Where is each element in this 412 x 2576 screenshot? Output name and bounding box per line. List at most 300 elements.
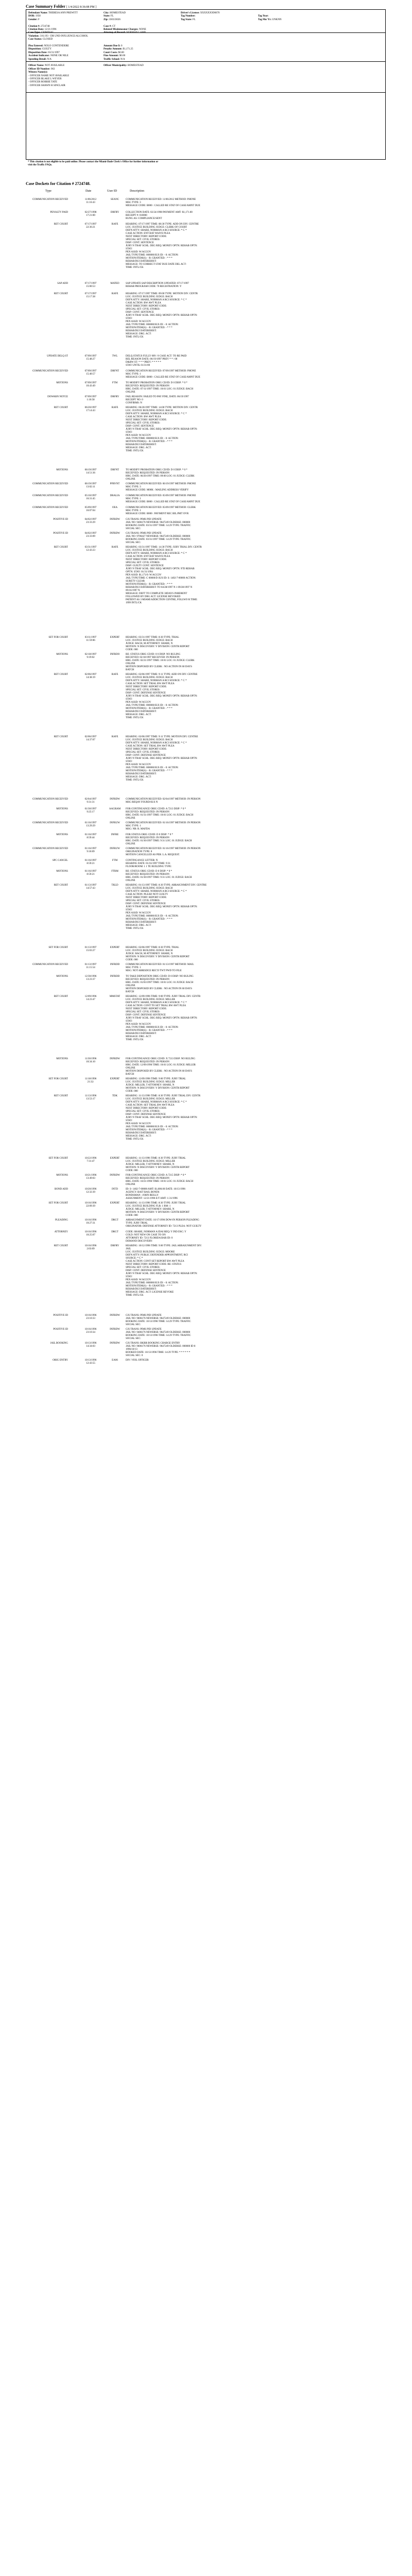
docket-user-id: EXPERT (110, 1202, 120, 1205)
summary-field-value: NONE (138, 28, 146, 31)
docket-user-id: RAFE (111, 546, 118, 549)
docket-user-id: INFRDD (110, 975, 120, 978)
summary-field (28, 84, 65, 88)
summary-field (28, 28, 56, 31)
summary-field (28, 15, 41, 18)
docket-type: COMMUNICATION RECEIVED (32, 963, 68, 966)
summary-field-label: Case #: (104, 25, 112, 28)
docket-user-id: DRALIA (110, 495, 120, 497)
docket-description: RE: STATUS ORIG CD/ID: 0 0 DISP: NO RULING RECEIVED: 02/18/1997 RECEIVED: IN PERSON HRG. DATE: 02/21/1997 TIME: 10:01 LOC: 01 JUDGE: CLERK ONLINE MOTION DISPOSED BY CLERK : NO ACTION IN 60 DAYS BATCH (126, 653, 195, 671)
docket-date: 05/10/1997 16:31:45 (84, 495, 97, 500)
summary-field-value: NONE OR NILE (49, 55, 68, 58)
summary-field (28, 68, 55, 71)
docket-user-id: RAFE (111, 293, 118, 295)
docket-type: SAP ADD (57, 282, 68, 285)
summary-field-value: CT (111, 25, 116, 28)
docket-description: HEARING: 11/13/1996 TIME: 8:30 TYPE: JURY TRIAL LOC: JUSTICE BUILDING FLR: 1 RM: 1 JUDGE: MILLER, T ATTORNEY: SHARE, N MOTION: N DISCOVERY: Y DIVISION: CENTR REPORT CODE: 000 (126, 1202, 190, 1217)
summary-field-label: City: (104, 12, 109, 14)
docket-description: SAP UPDATE SAP DESCRIPTION UPDATED: 07/17/1997 REHAB PROGRAM CODE: 70 REGISTRATION: Y (126, 282, 189, 288)
docket-user-id: INFRUW (110, 848, 120, 850)
docket-date: 07/09/1997 15:40:57 (84, 370, 97, 376)
docket-type: COMMUNICATION RECEIVED (32, 848, 68, 850)
docket-user-id: MMSTAT (109, 995, 121, 998)
summary-field-label: Tag Number: (181, 15, 196, 18)
docket-description: HEARING: 07/17/1997 TIME: 09:00 TYPE: MOTION DIV. CENTR LOC: JUSTICE BUILDING JUDGE: BACH DEFN ATTY: SHARE, NORMAN A RCI SOURCE: * C * CASE ACTION: BW AWT PLEA NEXT DIRECTORY: REPORT CODE: SPECIAL SET: CIVIL STORES: DISP: CONT. SENTENCE JURY N TRAF SCHL: DEG REQ: MONEY OPTN: REHAB OPTN: STAY: PEN ASSD: W/ACCOV JAIL TYPE/TIME: 000000/SUS ID: - 0: ACTION: MOTION/ITEM(S): - R: GRANTED: - * * * REHAB/DUI DATEREHIST: MESSAGE: DRG. ACT: TIME: INTL/CK (126, 293, 198, 338)
summary-field-value: THERESA ANN PREWITT (47, 12, 78, 14)
summary-timestamp: [ 1/4/2022 8:36:08 PM ] (66, 6, 97, 9)
summary-field-value: 0 (120, 45, 123, 47)
summary-field-label: Gender: (28, 18, 38, 21)
docket-description: CJS TRANS: PIMS PID UPDATE JAIL NO: 9606176 NEWERSE: 9647249 OLDERSE: 000000 BOOKING DATE: 10/13/1996 TIME: 14:29 TYPE: TRAFFIC SOCIAL SEC: (126, 1314, 191, 1326)
docket-type: PENALTY PAID (50, 211, 68, 214)
summary-field (258, 19, 282, 22)
summary-field (181, 15, 196, 18)
summary-field-value: 1958 (35, 15, 41, 18)
docket-date: 06/20/1997 17:14:43 (84, 406, 97, 412)
summary-field-value: HOMESTEAD (127, 64, 144, 67)
summary-field-label: Disposition: (28, 48, 42, 51)
docket-type: SET FOR COURT (48, 636, 68, 639)
docket-user-id: INFRDW (110, 1342, 120, 1345)
docket-user-id: INTD (112, 1188, 118, 1191)
docket-date: 01/16/1997 8:59:21 (84, 870, 97, 876)
docket-type: RET COURT (54, 1245, 68, 1247)
docket-date: 10/20/1996 12:32:39 (84, 1188, 97, 1194)
docket-description: CONTINGANCE LETTER: N HEARING DATE: 01/16/1997 TIME: 9:31 FLOOR/ROOM: 1 1 TE BUILDING TYPE: (126, 859, 172, 868)
summary-field (28, 64, 64, 67)
docket-user-id: INFRE (111, 834, 119, 836)
summary-field-value: CRIMINAL (40, 31, 54, 35)
docket-type: SET FOR COURT (48, 946, 68, 949)
docket-type: MOTIONS (56, 870, 68, 873)
docket-date: 02/06/1997 14:38:19 (84, 673, 97, 679)
docket-type: SET FOR COURT (48, 1202, 68, 1205)
docket-user-id: INFRDW (110, 1174, 120, 1177)
docket-description: FAIL REASON: FAILED TO PAY FINE, DATE: 06/19/1997 RECEIPT NO: 0 CONFIRMS: N (126, 396, 189, 404)
summary-field-value: XXXXXXX90670 (199, 12, 220, 14)
docket-type: COMMUNICATION RECEIVED (32, 198, 68, 201)
summary-field-label: Driver's License: (181, 12, 200, 14)
docket-type: MOTIONS (56, 469, 68, 471)
docket-description: HEARING: 10/12/1996 TIME: 9:00 TYPE: JAIL ARRAIGNMENT DIV. JAIL LOC: JUSTICE BUILDING JUDGE: MOORE DEFN ATTY: PUBLIC DEFENDER APPOINTMENT, RCI SOURCE: * C * CASE ACTION: CONT SET REPORT BW AWT PLEA NEXT DIRECTORY: REPORT CODE: RE: STATUS SPECIAL SET: CIVIL STORES: DISP: CONT. DEFENSE SENTENCE JURY N TRAF SCHL: DEG REQ: MONEY OPTN: REHAB OPTN: STAY: PEN ASSD: W/ACCOV JAIL TYPE/TIME: 000000/SUS ID: - 0: ACTION: MOTION/ITEM(S): - R: GRANTED: - * * * REHAB/DUI DATEREHIST: MESSAGE: DRG. ACT: LICENSE REVOKE TIME: INTL/CK (126, 1245, 202, 1297)
docket-type: MOTIONS (56, 975, 68, 978)
summary-field-label: Traffic School: (104, 58, 120, 61)
docket-date: 10/22/1996 7:31:47 (84, 1157, 97, 1163)
summary-field-value: - OFFICER NAME NOT AVAILABLE (28, 74, 70, 77)
docket-date: 05/09/1997 16:07:04 (84, 506, 97, 512)
summary-field-value: $0.00 (117, 51, 124, 54)
docket-type: MOTIONS (56, 653, 68, 656)
docket-description: COLLECTION DATE: 02/24/1998 PAYMENT AMT: $1,171.00 RECEIPT #: 010000 RUNG AS: COMPLIANCE/SENT (126, 211, 193, 220)
summary-field-label: Citation #: (28, 25, 40, 28)
docket-description: DIV: VIOL OFFICER (126, 1359, 149, 1362)
docket-type: UPDATE DELQ ST (47, 355, 68, 358)
summary-field (181, 12, 220, 15)
docket-type: COMMUNICATION RECEIVED (32, 483, 68, 485)
docket-date: 10/13/1996 14:34:03 (84, 1342, 97, 1348)
docket-description: HEARING: 03/31/1997 TIME: 8:30 TYPE: TRIAL LOC: JUSTICE BUILDING JUDGE: BACH JUDGE: BACH, M ATTORNEY: SHARE, N MOTION: N DISCOVERY: Y DIVISION: CENTR REPORT CODE: 000 (126, 636, 190, 651)
docket-date: 07/17/1997 15:17:38 (84, 293, 97, 298)
docket-description: TO MODIFY PROBATION ORIG CD/ID: D 0 DISP: * 0 * RECEIVED: REQUESTED: IN PERSON HRG. DATE: 07/11/1997 TIME: 10:01 LOC: 01 JUDGE: BACH ONLINE (126, 382, 193, 394)
docket-date: 11/18/1996 21:32: (84, 1078, 97, 1083)
summary-box (26, 9, 386, 160)
docket-user-id: RAFE (111, 673, 118, 676)
docket-date: 07/17/1997 22:36:21 (84, 223, 97, 229)
docket-description: HEARING: 01/13/1997 TIME: 8:30 TYPE: ARRAIGNMENT DIV. CENTRE LOC: JUSTICE BUILDING JUDGE: BACH DEFN ATTY: SHARE, NORMAN A RCI SOURCE: * C * CASE ACTION: PLEAD NOT GUILTY NEXT DIRECTORY: REPORT CODE: SPECIAL SET: CIVIL STORES: DISP: CONT. DEFENSE SENTENCE JURY N TRAF SCHL: DEG REQ: MONEY OPTN: REHAB OPTN: STAY: PEN ASSD: W/ACCOV JAIL TYPE/TIME: 000000/SUS ID: - 0: ACTION: MOTION/ITEM(S): - R: GRANTED: - * * * REHAB/DUI DATEREHIST: MESSAGE: DRG. ACT: TIME: INTL/CK (126, 884, 207, 930)
docket-description: HEARING: 02/06/1997 TIME: 9:11 TYPE: MOTION DIV. CENTRE LOC: JUSTICE BUILDING JUDGE: BACH DEFN ATTY: SHARE, NORMAN A RCI SOURCE: * C * CASE ACTION: SET TRIAL BW AWT PLEA NEXT DIRECTORY: REPORT CODE: SPECIAL SET: CIVIL STORES: DISP: CONT. DEFENSE SENTENCE JURY N TRAF SCHL: DEG REQ: MONEY OPTN: REHAB OPTN: STAY: PEN ASSD: W/ACCOV JAIL TYPE/TIME: 000000/SUS ID: - 0: ACTION: MOTION/ITEM(S): - R: GRANTED: - * * * REHAB/DUI DATEREHIST: MESSAGE: DRG. ACT: TIME: INTL/CK (126, 736, 198, 782)
summary-field (104, 19, 121, 22)
docket-type: POSITIVE ID (53, 1314, 68, 1317)
summary-field-value: NOLO CONTENDERE (43, 45, 69, 47)
summary-field-label: Amount Due $: (104, 45, 121, 47)
summary-field-value: 03/31/1997 (47, 51, 60, 54)
docket-user-id: DRFNT (110, 370, 119, 372)
summary-field-label: Witness Name(s): (28, 71, 48, 74)
docket-date: 11/06/2012 11:16:43 (84, 198, 97, 204)
summary-field-value: 330333026 (108, 18, 121, 21)
docket-date: 07/17/1997 15:00:53 (84, 282, 97, 288)
docket-description: FOR CONTINUANCE ORIG CD/ID: A 7213 DISP: * 0 * RECEIVED: REQUESTED: IN PERSON HRG. DATE: 01/31/1997 TIME: 10:01 LOC: 01 JUDGE: BACH ONLINE (126, 808, 194, 820)
summary-field (28, 38, 53, 41)
summary-field (28, 71, 48, 74)
docket-date: 06/19/1997 13:02:11 (84, 483, 97, 488)
disposition-section (26, 61, 385, 93)
summary-field-value: - OFFICER SHAWN H SINCLAIR (28, 84, 65, 87)
docket-user-id: DRFNT (110, 469, 119, 471)
docket-user-id: TKLD (111, 884, 118, 887)
docket-user-id: DRGT (111, 1219, 118, 1222)
docket-type: SPC CANCEL (52, 859, 68, 862)
summary-field-label: Zip: (104, 18, 109, 21)
docket-user-id: FTM (112, 859, 118, 862)
docket-date: 02/18/1997 9:19:02 (84, 653, 97, 659)
docket-description: COMMUNICATION RECEIVED: 07/09/1997 METHOD: PHONE MSG TYPE: 1 MESSAGE CODE: B000 : CALLED RE STAT OF CASE/AMNT DUE (126, 370, 200, 379)
docket-type: ORIG ENTRY (53, 1359, 68, 1362)
docket-user-id: EA06 (112, 1359, 118, 1362)
docket-user-id: RAFE (111, 406, 118, 409)
summary-field (28, 19, 40, 22)
summary-field (28, 12, 78, 15)
docket-description: TO TAKE DEPOSITION ORIG CD/ID: D 0 DISP: NO RULING RECEIVED: REQUESTED: IN PERSON HRG. DATE: 01/03/1997 TIME: 10:01 LOC: 01 JUDGE: BACH ONLINE MOTION DISPOSED BY CLERK : NO ACTION IN 60 DAYS BATCH (126, 975, 194, 993)
docket-type: POSITIVE ID (53, 1328, 68, 1331)
docket-date: 10/13/1996 12:43:55 (84, 1359, 97, 1365)
docket-type: POSITIVE ID (53, 532, 68, 535)
docket-date: 01/16/1997 9:10:09 (84, 848, 97, 853)
summary-field-value: $1,171.25 (122, 48, 133, 51)
summary-field-value: 12/21/1996 (44, 28, 57, 31)
docket-user-id: INFRUW (110, 822, 120, 824)
dockets-title-suffix: . (89, 181, 91, 186)
docket-user-id: DRFRY (110, 211, 119, 214)
summary-field-value: FL (110, 15, 114, 18)
docket-type: RET COURT (54, 293, 68, 295)
summary-field-label: Tag Mo/ Yr: (258, 18, 272, 21)
docket-user-id: EXPERT (110, 1078, 120, 1080)
summary-field-label: Citation Date: (28, 28, 44, 31)
summary-field-value: NORMAN LAMB (126, 31, 146, 35)
docket-type: COMMUNICATION RECEIVED (32, 798, 68, 801)
summary-field-value: $0.00 (118, 55, 126, 58)
docket-user-id: RAFE (111, 736, 118, 738)
docket-description: HEARING: 12/09/1996 TIME: 9:00 TYPE: JURY TRIAL LOC: JUSTICE BUILDING JUDGE: MILLER JUDGE: MILLER, T ATTORNEY: SHARE, N MOTION: N DISCOVERY: Y DIVISION: CENTR REPORT CODE: 000 (126, 1078, 190, 1093)
docket-date: 11/30/1996 10:34:10 (84, 1058, 97, 1063)
docket-type: MOTIONS (56, 808, 68, 810)
summary-field (28, 48, 52, 51)
summary-field (104, 64, 144, 67)
docket-type: ATTORNEY (54, 1231, 68, 1233)
summary-field (104, 15, 114, 18)
docket-description: CJS TRANS: BKRR BOOKING CHARGE ENTRY JAIL NO: 9606176 NEWERSE: 9647249 OLDERSE: 000000 ID 8 1996/10/13 BOOKED DATE: 10/13/1996 TIME: 14:29 TYPE: * * * * * * SOCIAL SEC: 0 (126, 1342, 196, 1357)
summary-field (28, 75, 69, 78)
summary-field-label: Officer Municipality: (104, 64, 127, 67)
docket-type: RET COURT (54, 884, 68, 887)
header-description: Description (130, 190, 144, 193)
docket-type: COMMUNICATION RECEIVED (32, 370, 68, 372)
summary-field (28, 55, 68, 58)
summary-title (26, 4, 96, 9)
docket-type: SET FOR COURT (48, 1078, 68, 1080)
docket-type: MOTIONS (56, 1058, 68, 1060)
docket-type: RET COURT (54, 995, 68, 998)
docket-description: HEARING: 06/20/1997 TIME: 14:00 TYPE: MOTION DIV. CENTR LOC: JUSTICE BUILDING JUDGE: BACH DEFN ATTY: SHARE, NORMAN A RCI SOURCE: * C * CASE ACTION: BW AWT PLEA NEXT DIRECTORY: REPORT CODE: SPECIAL SET: CIVIL STORES: DISP: CONT. SENTENCE JURY N TRAF SCHL: DEG REQ: MONEY OPTN: REHAB OPTN: STAY: PEN ASSD: W/ACCOV JAIL TYPE/TIME: 000000/SUS ID: - 0: ACTION: MOTION/ITEM(S): - R: GRANTED: - * * * REHAB/DUI DATEREHIST: MESSAGE: DRG. ACT: TIME: INTL/CK (126, 406, 198, 452)
summary-field (104, 12, 126, 15)
summary-field (28, 35, 88, 38)
docket-user-id: EXPERT (110, 1157, 120, 1160)
docket-type: RET COURT (54, 673, 68, 676)
docket-date: 01/13/1997 14:57:43 (84, 884, 97, 890)
docket-type: COMMUNICATION RECEIVED (32, 495, 68, 497)
docket-date: 03/11/1997 11:59:06 (84, 636, 97, 642)
docket-type: RET COURT (54, 736, 68, 738)
docket-date: 12/09/1996 14:23:47 (84, 995, 97, 1001)
docket-user-id: RAFE (111, 223, 118, 226)
summary-field-label: Case Type: (28, 31, 41, 35)
summary-field-label: Violation: (28, 35, 40, 38)
docket-date: 10/16/1996 2:03:09 (84, 1245, 97, 1250)
docket-type: COMMUNICATION RECEIVED (32, 822, 68, 824)
dockets-title (26, 181, 91, 186)
summary-field-label: Fine Amount: (104, 55, 119, 58)
summary-field (104, 48, 133, 51)
docket-description: COMMUNICATION RECEIVED: 02/04/1997 METHOD: IN PERSON MSG REQAY FOURD/SUS N (126, 798, 201, 804)
docket-description: FOR STATUS ORIG CD/ID: D 0 DISP: * 0 * RECEIVED: REQUESTED: IN PERSON HRG. DATE: 01/30/1997 TIME: 9:31 LOC: 01 JUDGE: BACH ONLINE (126, 834, 192, 845)
dockets-title-text: Case Dockets for Citation # 2724748 (26, 181, 90, 186)
docket-date: 10/16/1996 22:09:39 (84, 1202, 97, 1208)
docket-user-id: PFRVNT (110, 483, 120, 485)
summary-field-value: N/A (119, 58, 125, 61)
docket-description: HEARING: 03/31/1997 TIME: 14:30 TYPE: JURY TRIAL DIV. CENTR LOC: JUSTICE BUILDING JUDGE: BACH DEFN ATTY: SHARE, NORMAN A RCI SOURCE: * C * CASE ACTION: ENT BAT WAIVE PLEA NEXT DIRECTORY: REPORT CODE: SPECIAL SET: CIVIL STORES: DISP: GUILTY CONT. SENTENCE JURY N TRAF SCHL: DEG REQ: MONEY OPTN: 97D REHAB OPTN: STAY: 01/31/1994 PEN ASSD: $1,171/0: W/ACCOV JAIL TYPE/TIME: C 00000/D SUS ID: S: 1402-7-00000 ACTION: SURETY CLEAR MOTION/ITEM(S): - R: GRANTED: - * * * REHAB/DUI DATEREHIST: TO 04/28/1997 N 1 09/28/1997 N 09/16/1997 N MESSAGE: DEFT TO COMPLETE 30DAYS INHERENT FOLLOWED BY DRG ACT: LICENSE REVOKED PATIENT AS 3 MIAMI ADDICTION CENTRE, FOLLWO R TIME: 1999 INTL/CK (126, 546, 202, 604)
header-user: User ID (107, 190, 117, 193)
docket-user-id: OEA (112, 506, 118, 509)
docket-description: CJS TRANS: PIMS PID UPDATE JAIL NO: 9406176 NEWERSE: 9647249 OLDERSE: 000000 BOOKING DATE: 10/13/1996 TIME: 14:29 TYPE: TRAFFIC SOCIAL SEC: (126, 1328, 191, 1340)
docket-description: COMMUNICATION RECEIVED: 01/13/1997 METHOD: MAIL MSG TYPE: 1 MSG: NOT ARRISDCE REC'D TWT PWD TO FILE (126, 963, 194, 972)
docket-description: HEARING: 11/13/1996 TIME: 8:30 TYPE: JURY TRIAL DIV. CENTR LOC: JUSTICE BUILDING JUDGE: MILLER DEFN ATTY: SHARE, NORMAN A RCI SOURCE: * C * CASE ACTION: SET TRIAL BW AWT PLEA NEXT DIRECTORY: REPORT CODE: SPECIAL SET: CIVIL STORES: DISP: CONT. DEFENSE SENTENCE JURY N TRAF SCHL: DEG REQ: MONEY OPTN: REHAB OPTN: STAY: PEN ASSD: W/ACCOV JAIL TYPE/TIME: 000000/SUS ID: - 0: ACTION: MOTION/ITEM(S): - R: GRANTED: - * * * REHAB/DUI DATEREHIST: MESSAGE: DRG. ACT: TIME: INTL/CK (126, 1095, 201, 1141)
summary-field-label: Accident Indicator: (28, 55, 50, 58)
docket-type: JAIL BOOKING (50, 1342, 68, 1345)
summary-field-value: HOMESTEAD (109, 12, 126, 14)
header-type: Type (45, 190, 52, 193)
summary-field-value: UNKNN (271, 18, 282, 21)
docket-description: HEARING: 12/09/1996 TIME: 9:00 TYPE: JURY TRIAL DIV. CENTR LOC: JUSTICE BUILDING JUDGE: MILLER DEFN ATTY: SHARE, NORMAN A RCI SOURCE: * C * CASE ACTION: CONT TO SET TRIAL BW AWT PLEA NEXT DIRECTORY: REPORT CODE: SPECIAL SET: CIVIL STORES: DISP: CONT. DEFENSE SENTENCE JURY N TRAF SCHL: DEG REQ: MONEY OPTN: REHAB OPTN: STAY: PEN ASSD: W/ACCOV JAIL TYPE/TIME: 000000/SUS ID: - 0: ACTION: MOTION/ITEM(S): - R: GRANTED: - * * * REHAB/DUI DATEREHIST: MESSAGE: DRG. ACT: TIME: INTL/CK (126, 995, 201, 1041)
summary-field-label: Plea Entered: (28, 45, 44, 47)
docket-type: MOTIONS (56, 1174, 68, 1177)
docket-date: 10/16/1996 23:10:34 (84, 1328, 97, 1334)
docket-date: 04/02/1997 23:33:09 (84, 532, 97, 538)
summary-field (28, 81, 57, 84)
summary-field-value: GUILTY (41, 48, 52, 51)
summary-field-label: Defendant Name: (28, 12, 48, 14)
summary-field-label: Officer ID Number: (28, 67, 50, 71)
docket-date: 07/09/1997 15:48:27 (84, 355, 97, 361)
docket-user-id: DRFRY (110, 1245, 119, 1247)
docket-type: MOTIONS (56, 834, 68, 836)
summary-field (28, 58, 52, 61)
summary-field-label: Tag State: (181, 18, 192, 21)
docket-type: RET COURT (54, 223, 68, 226)
docket-user-id: INFRDW (110, 518, 120, 521)
docket-description: CODE: SHARE, NORMAN A IDAI REQ: Y IND DSC: Y COLD: NOT NEW ON CASE TO ON ATTORNEY ID: 7213 FLORIDA BAR ID: 0 DEMAND DISCOVERY: (126, 1231, 186, 1243)
docket-user-id: INFRDW (110, 1328, 120, 1331)
docket-user-id: INFRDW (110, 1314, 120, 1317)
docket-type: RET COURT (54, 406, 68, 409)
docket-user-id: INFRDD (110, 963, 120, 966)
docket-type: COMMUNICATION RECEIVED (32, 506, 68, 509)
summary-field-value: NOT AVAILABLE (44, 64, 65, 67)
docket-date: 07/09/1997 10:43:49 (84, 382, 97, 387)
docket-date: 01/13/1997 15:03:27 (84, 946, 97, 952)
summary-field-label: Court Costs: (104, 51, 118, 54)
summary-field-value: - OFFICER BLAKE L WEYER (28, 78, 62, 80)
docket-description: ARRAIGNMENT DATE: 10/17/1996 DOW-IN PERSON PLEADING TYPE: JURY TRIAL ORIGINATOR: DEFENSE ATTORNEY ID: 7213 PLEA: NOT GUILTY (126, 1219, 202, 1228)
summary-field-label: State: (104, 15, 110, 18)
docket-user-id: INFRDW (110, 532, 120, 535)
summary-title-text: Case Summary Folder (26, 4, 65, 9)
docket-description: RE: STATUS ORIG CD/ID: D 0 DISP: * 0 * RECEIVED: REQUESTED: IN PERSON HRG. DATE: 01/30/1997 TIME: 9:31 LOC: 01 JUDGE: BACH ONLINE (126, 870, 192, 882)
docket-description: COMMUNICATION RECEIVED: 01/16/1997 METHOD: IN PERSON ORIGINATION TYPE: 0 MOTION CANCELLED AS PER: L.A. REQUEST. (126, 848, 201, 856)
docket-date: 03/31/1997 12:43:23 (84, 546, 97, 552)
summary-field-value: FL (192, 18, 196, 21)
docket-type: BOND ADD (55, 1188, 68, 1191)
docket-user-id: EXPERT (110, 946, 120, 949)
summary-field-label: Case Status: (28, 38, 42, 41)
header-date: Date (85, 190, 92, 193)
docket-type: RET COURT (54, 546, 68, 549)
docket-description: COMMUNICATION RECEIVED: 06/19/1997 METHOD: PHONE MSG TYPE: 3 MESSAGE CODE: M00K : MAILING ADDRESS VERIFY (126, 483, 196, 492)
summary-field (258, 15, 269, 18)
summary-field (104, 31, 146, 35)
docket-type: POSITIVE ID (53, 518, 68, 521)
docket-type: PLEADING (55, 1219, 68, 1222)
summary-field (28, 31, 54, 35)
docket-description: TO MODIFY PROBATION ORIG CD/ID: D 0 DISP: * 0 * RECEIVED: REQUESTED: IN PERSON HRG. DATE: 06/20/1997 TIME: 09:00 LOC: 01 JUDGE: CLERK ONLINE (126, 469, 195, 481)
summary-field (104, 58, 125, 61)
docket-user-id: DRFRY (110, 396, 119, 398)
docket-user-id: INFRDW (110, 1058, 120, 1060)
docket-description: FOR CONTINUANCE ORIG CD/ID: A 7215 DISP: * 0 * RECEIVED: REQUESTED: IN PERSON HRG. DATE: 10/21/1996 TIME: 10:01 LOC: 01 JUDGE: BACH ONLINE (126, 1174, 194, 1186)
summary-field-label: Attorney of Record: (104, 31, 126, 35)
summary-field-label: Officer Name: (28, 64, 44, 67)
summary-field-value: - OFFICER ROBBIE TATE (28, 81, 58, 84)
summary-field (104, 25, 115, 28)
docket-date: 01/13/1997 11:15:54 (84, 963, 97, 969)
docket-description: CJS TRANS: PIMS PID UPDATE JAIL NO: 9406176 NEWERSE: 9647249 OLDERSE: 000000 BOOKING DATE: 03/31/1997 TIME: 14:29 TYPE: TRAFFIC SOCIAL SEC: (126, 518, 191, 530)
summary-field-value: F (37, 18, 40, 21)
docket-description: COMMUNICATION RECEIVED: 11/06/2012 METHOD: PHONE MSG TYPE: 3 MESSAGE CODE: B000 : CALLED RE STAT OF CASE/AMNT DUE (126, 198, 200, 207)
summary-field-label: DOB: (28, 15, 35, 18)
docket-user-id: TWL (112, 355, 118, 358)
summary-field (104, 28, 146, 31)
docket-description: HEARING: 02/06/1997 TIME: 9:11 TYPE: ADD ON DIV. CENTRE LOC: JUSTICE BUILDING JUDGE: BACH DEFN ATTY: SHARE, NORMAN A RCI SOURCE: * C * CASE ACTION: SET TRIAL BW AWT PLEA NEXT DIRECTORY: REPORT CODE: SPECIAL SET: CIVIL STORES: DISP: CONT. DEFENSE SENTENCE JURY N TRAF SCHL: DEG REQ: MONEY OPTN: REHAB OPTN: STAY: PEN ASSD: W/ACCOV JAIL TYPE/TIME: 000000/SUS ID: - 0: ACTION: MOTION/ITEM(S): - R: GRANTED: - * * * REHAB/DUI DATEREHIST: MESSAGE: DRG. ACT: TIME: INTL/CK (126, 673, 198, 719)
docket-date: 10/16/1996 10:27:31 (84, 1219, 97, 1225)
docket-date: 01/16/1997 13:29:29 (84, 822, 97, 827)
summary-field (28, 25, 50, 28)
docket-description: HEARING: 07/17/1997 TIME: 08:30 TYPE: ADD ON DIV. CENTRE LOC: JUSTICE BUILDING JUDGE: CLERK OF COURT DEFN ATTY: SHARE, NORMAN A RCI SOURCE: * C * CASE ACTION: ENT BAT WAIVE PLEA NEXT DIRECTORY: REPORT CODE: SPECIAL SET: CIVIL STORES: DISP: CONT. SENTENCE JURY N TRAF SCHL: DEG REQ: MONEY OPTN: REHAB OPTN: STAY: PEN ASSD: W/ACCOV JAIL TYPE/TIME: 000000/SUS ID: - 0: ACTION: MOTION/ITEM(S): - R: GRANTED: - * * * REHAB/DUI DATEREHIST: MESSAGE: TO CORRECT STAT DUE DATE DEL ACT: TIME: INTL/CK (126, 223, 199, 269)
summary-field-label: Disposition Date: (28, 51, 47, 54)
docket-user-id: INFRDO (110, 653, 120, 656)
docket-date: 11/13/1996 13:53:17 (84, 1095, 97, 1100)
summary-field (104, 55, 125, 58)
docket-description: FOR CONTINUANCE ORIG CD/ID: X 7213 DISP: NO RULING RECEIVED: REQUESTED: IN PERSON HRG. DATE: 12/09/1996 TIME: 10:01 LOC: 01 JUDGE: MILLER ONLINE MOTION DISPOSED BY CLERK : NO ACTION IN 60 DAYS BATCH (126, 1058, 196, 1076)
docket-user-id: EXPERT (110, 636, 120, 639)
docket-description: HEARING: 11/13/1996 TIME: 8:30 TYPE: JURY TRIAL LOC: JUSTICE BUILDING JUDGE: MILLER JUDGE: MILLER, T ATTORNEY: SHARE, N MOTION: N DISCOVERY: Y DIVISION: CENTR REPORT CODE: 000 (126, 1157, 190, 1172)
docket-user-id: DRGT (111, 1231, 118, 1233)
docket-date: 01/30/1997 9:25:17 (84, 808, 97, 814)
docket-user-id: TDK (112, 1095, 118, 1097)
docket-description: DELQ STATUS FULLY 009 / 0 CASE ACT: TO RE PAID REL REASON DATE: 06/19/1997 PREV * * / 00 D&BW ST: * * * PREV: * * * * * STAY UNTIL 01/31/00 (126, 355, 187, 367)
docket-user-id: INFRDW (110, 798, 120, 801)
docket-type: MOTIONS (56, 382, 68, 384)
summary-field-label: Penalty Amount: (104, 48, 123, 51)
summary-field-value: 2724748 (40, 25, 50, 28)
summary-field-value: 316.193 - DR UND INFLUENCE/ALCOHOL (39, 35, 89, 38)
summary-field-value: N/A (46, 58, 52, 61)
docket-date: 01/16/1997 8:59:21 (84, 859, 97, 865)
docket-user-id: AAGRAM (109, 808, 121, 810)
eligibility-note: * This citation is not eligible to be paid online. Please contact the Miami-Dade Clerk's Office for further information or visit the Traffic FAQs. (28, 161, 159, 166)
docket-date: 04/02/1997 23:33:29 (84, 518, 97, 524)
docket-description: ID: S- 1402-7-00000 AMT: $1,000.00 DATE: 10/13/1996 AGENCY: BAIT BAIL BONDS BONDSMAN : JOHN REILLY ASSIGNMENT: 12/21/1996 E/T AMT: 1:31/1996 (126, 1188, 185, 1200)
docket-description: HEARING: 02/06/1997 TIME: 8:30 TYPE: TRIAL LOC: JUSTICE BUILDING JUDGE: BACH JUDGE: BACH, M ATTORNEY: SHARE, N MOTION: N DISCOVERY: Y DIVISION: CENTR REPORT CODE: 000 (126, 946, 190, 961)
summary-field-value: CLOSED (42, 38, 53, 41)
docket-user-id: FTM (112, 382, 118, 384)
docket-date: 10/16/1996 10:25:07 (84, 1231, 97, 1236)
docket-date: 02/27/1998 17:21:00 (84, 211, 97, 217)
docket-description: COMMUNICATION RECEIVED: 05/09/1997 METHOD: CLERK MSG TYPE: 1 MESSAGE CODE: B000 : PAYMENT REC BIL.PMT OVR (126, 506, 196, 515)
docket-user-id: SEANC (110, 198, 119, 201)
docket-type: RET COURT (54, 1095, 68, 1097)
docket-date: 02/04/1997 9:31:31 (84, 798, 97, 804)
docket-date: 01/16/1997 8:59:44 (84, 834, 97, 839)
docket-date: 10/16/1996 23:10:33 (84, 1314, 97, 1320)
docket-description: COMMUNICATION RECEIVED: 05/09/1997 METHOD: PHONE MSG TYPE: 1 MESSAGE CODE: B000 : CALLED RE STAT OF CASE/AMNT DUE (126, 495, 200, 503)
docket-date: 02/06/1997 14:37:07 (84, 736, 97, 741)
docket-description: COMMUNICATION RECEIVED: 01/16/1997 METHOD: IN PERSON MSG TYPE: 1 MSG: NR: R. MAFDA (126, 822, 201, 831)
docket-date: 07/09/1997 1:10:58 (84, 396, 97, 401)
docket-date: 12/30/1996 13:23:37 (84, 975, 97, 981)
docket-date: 10/21/1996 13:49:03 (84, 1174, 97, 1180)
docket-user-id: FTRM (111, 870, 118, 873)
summary-field (181, 19, 196, 22)
docket-date: 06/19/1997 14:51:36 (84, 469, 97, 474)
docket-type: DOWARN NOTCE (47, 396, 68, 398)
summary-field-value: 963 (50, 67, 55, 71)
docket-user-id: MATED (110, 282, 119, 285)
summary-field-label: Speeding Detail: (28, 58, 47, 61)
docket-type: SET FOR COURT (48, 1157, 68, 1160)
summary-field-label: Related Misdemeanor Charges: (104, 28, 139, 31)
summary-field-label: Tag Year: (258, 15, 269, 18)
docket-description: CJS TRANS: PIMS PID UPDATE JAIL NO: 9706427 NEWERSE: 9647249 OLDERSE: 000000 BOOKING DATE: 03/31/1997 TIME: 14:29 TYPE: TRAFFIC SOCIAL SEC: (126, 532, 191, 544)
